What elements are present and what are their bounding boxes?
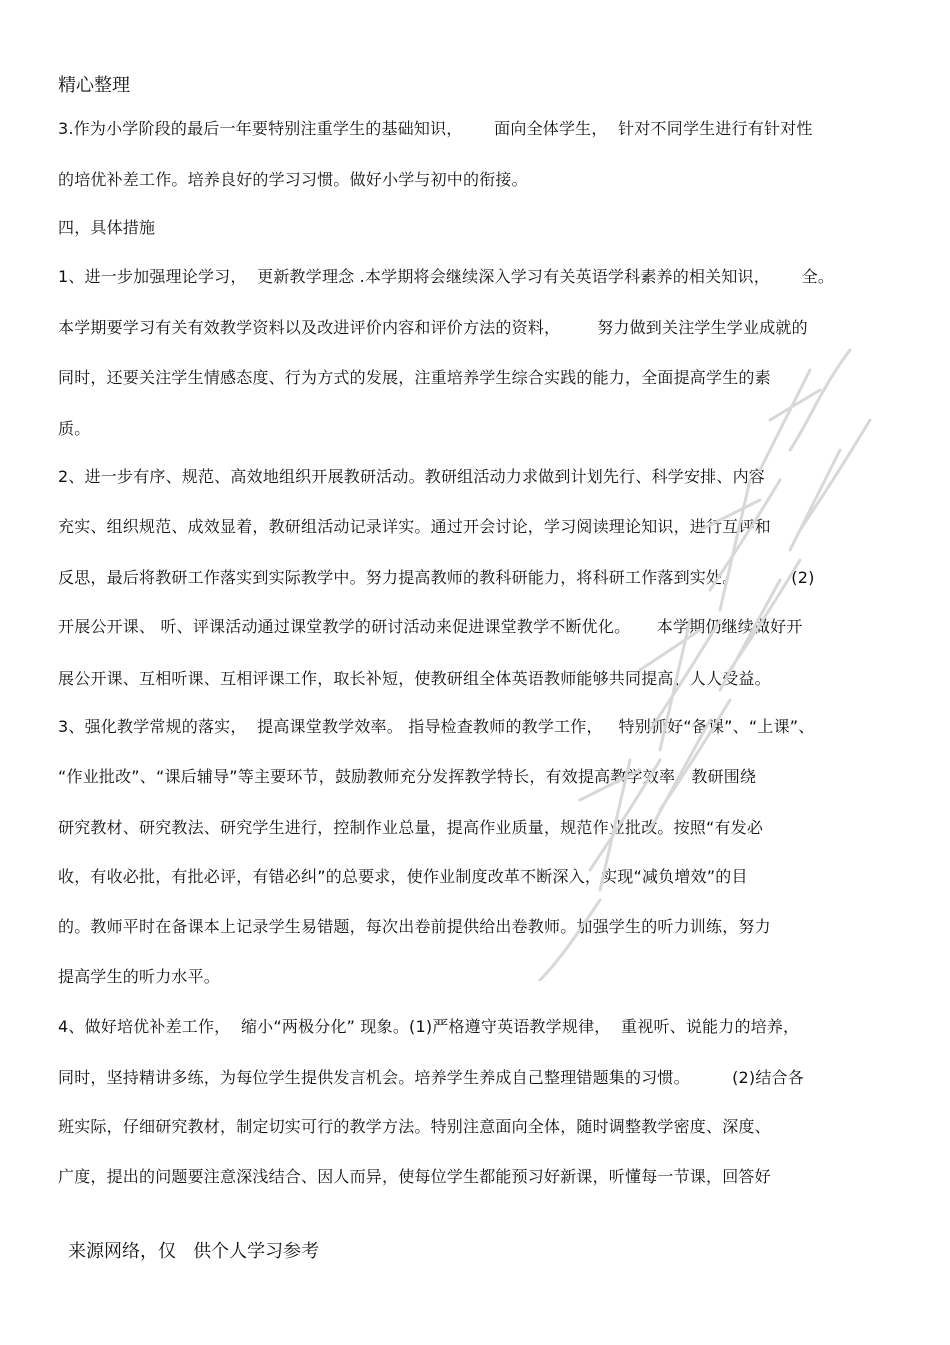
text-line: 质。 <box>58 419 91 438</box>
text-line: 开展公开课、 听、评课活动通过课堂教学的研讨活动来促进课堂教学不断优化。 本学期仍继续做好开 <box>58 617 803 636</box>
text-line: 的。教师平时在备课本上记录学生易错题，每次出卷前提供给出卷教师。加强学生的听力训练，努力 <box>58 917 771 936</box>
text-line: 班实际，仔细研究教材，制定切实可行的教学方法。特别注意面向全体，随时调整教学密度、深度、 <box>58 1117 771 1136</box>
text-line: 展公开课、互相听课、互相评课工作，取长补短，使教研组全体英语教师能够共同提高、人人受益。 <box>58 669 771 688</box>
text-line: 1、进一步加强理论学习， 更新教学理念 .本学期将会继续深入学习有关英语学科素养的相关知识， 全。 <box>58 267 835 286</box>
text-line: 广度，提出的问题要注意深浅结合、因人而异，使每位学生都能预习好新课，听懂每一节课，回答好 <box>58 1167 771 1186</box>
text-line: 本学期要学习有关有效教学资料以及改进评价内容和评价方法的资料， 努力做到关注学生学业成就的 <box>58 318 808 337</box>
page-footer: 来源网络，仅 供个人学习参考 <box>68 1241 320 1262</box>
text-line: 同时，坚持精讲多练，为每位学生提供发言机会。培养学生养成自己整理错题集的习惯。 (2)结合各 <box>58 1068 804 1087</box>
text-line: 4、做好培优补差工作， 缩小“两极分化” 现象。(1)严格遵守英语教学规律， 重视听、说能力的培养， <box>58 1017 800 1036</box>
text-line: 同时，还要关注学生情感态度、行为方式的发展，注重培养学生综合实践的能力，全面提高学生的素 <box>58 368 771 387</box>
watermark-graphic <box>520 330 880 990</box>
text-line: 研究教材、研究教法、研究学生进行，控制作业总量，提高作业质量，规范作业批改。按照“有发必 <box>58 818 764 837</box>
text-line: 2、进一步有序、规范、高效地组织开展教研活动。教研组活动力求做到计划先行、科学安排、内容 <box>58 467 765 486</box>
text-line: 收，有收必批，有批必评，有错必纠”的总要求，使作业制度改革不断深入，实现“减负增效”的目 <box>58 867 748 886</box>
text-line: 反思，最后将教研工作落实到实际教学中。努力提高教师的教科研能力，将科研工作落到实处。 (2) <box>58 568 815 587</box>
page-header: 精心整理 <box>58 75 130 96</box>
text-line: “作业批改”、“课后辅导”等主要环节，鼓励教师充分发挥教学特长，有效提高教学效率。教研围绕 <box>58 767 757 786</box>
text-line: 3、强化教学常规的落实， 提高课堂教学效率。 指导检查教师的教学工作， 特别抓好“备课”、“上课”、 <box>58 717 815 736</box>
text-line: 3.作为小学阶段的最后一年要特别注重学生的基础知识， 面向全体学生， 针对不同学生进行有针对性 <box>58 119 813 138</box>
text-line: 的培优补差工作。培养良好的学习习惯。做好小学与初中的衔接。 <box>58 170 528 189</box>
text-line: 提高学生的听力水平。 <box>58 967 221 986</box>
section-heading: 四，具体措施 <box>58 218 156 237</box>
text-line: 充实、组织规范、成效显着，教研组活动记录详实。通过开会讨论，学习阅读理论知识，进行互评和 <box>58 517 771 536</box>
